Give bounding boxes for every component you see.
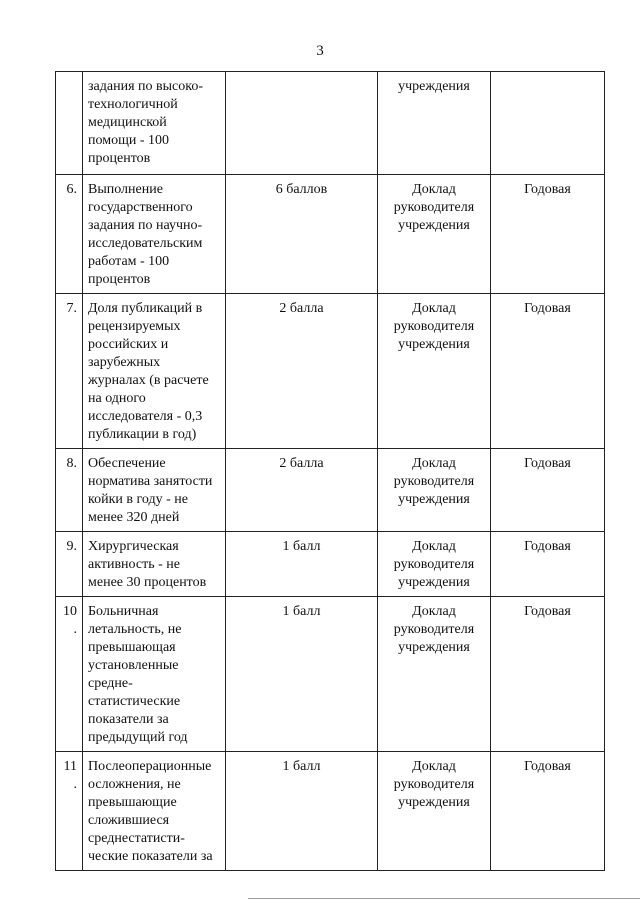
reporting-source: Доклад руководителя учреждения [378,294,491,449]
row-number: 6. [56,175,83,294]
table-row [56,294,605,449]
indicator-score: 1 балл [226,532,378,597]
indicator-name: Хирургическая активность - не менее 30 процентов [83,532,226,597]
indicator-score: 6 баллов [226,175,378,294]
table-row [56,72,605,175]
scan-edge-line [248,898,640,899]
reporting-source: Доклад руководителя учреждения [378,449,491,532]
row-number: 10. [56,597,83,752]
indicator-name: Больничная летальность, не превышающая установленные средне- статистические показатели за предыдущий год [83,597,226,752]
reporting-source: учреждения [378,72,491,175]
indicator-name: Послеоперационные осложнения, не превышающие сложившиеся среднестатисти- ческие показатели за [83,752,226,871]
indicator-score: 1 балл [226,752,378,871]
indicator-score: 1 балл [226,597,378,752]
row-number: 8. [56,449,83,532]
criteria-table [55,71,605,871]
reporting-source: Доклад руководителя учреждения [378,175,491,294]
reporting-period: Годовая [491,449,605,532]
reporting-period: Годовая [491,752,605,871]
reporting-period: Годовая [491,532,605,597]
table-row [56,532,605,597]
indicator-score: 2 балла [226,449,378,532]
row-number [56,72,83,175]
row-number: 9. [56,532,83,597]
page-number: 3 [316,43,324,59]
row-number: 11. [56,752,83,871]
indicator-name: Обеспечение норматива занятости койки в году - не менее 320 дней [83,449,226,532]
indicator-name: задания по высоко- технологичной медицинской помощи - 100 процентов [83,72,226,175]
reporting-period: Годовая [491,597,605,752]
reporting-source: Доклад руководителя учреждения [378,597,491,752]
table-row [56,175,605,294]
reporting-period: Годовая [491,294,605,449]
indicator-name: Доля публикаций в рецензируемых российских и зарубежных журналах (в расчете на одного исследователя - 0,3 публикации в год) [83,294,226,449]
indicator-score [226,72,378,175]
table-row [56,597,605,752]
reporting-source: Доклад руководителя учреждения [378,752,491,871]
reporting-period: Годовая [491,175,605,294]
reporting-source: Доклад руководителя учреждения [378,532,491,597]
table-row [56,449,605,532]
indicator-score: 2 балла [226,294,378,449]
indicator-name: Выполнение государственного задания по научно- исследовательским работам - 100 процентов [83,175,226,294]
reporting-period [491,72,605,175]
table-row [56,752,605,871]
row-number: 7. [56,294,83,449]
